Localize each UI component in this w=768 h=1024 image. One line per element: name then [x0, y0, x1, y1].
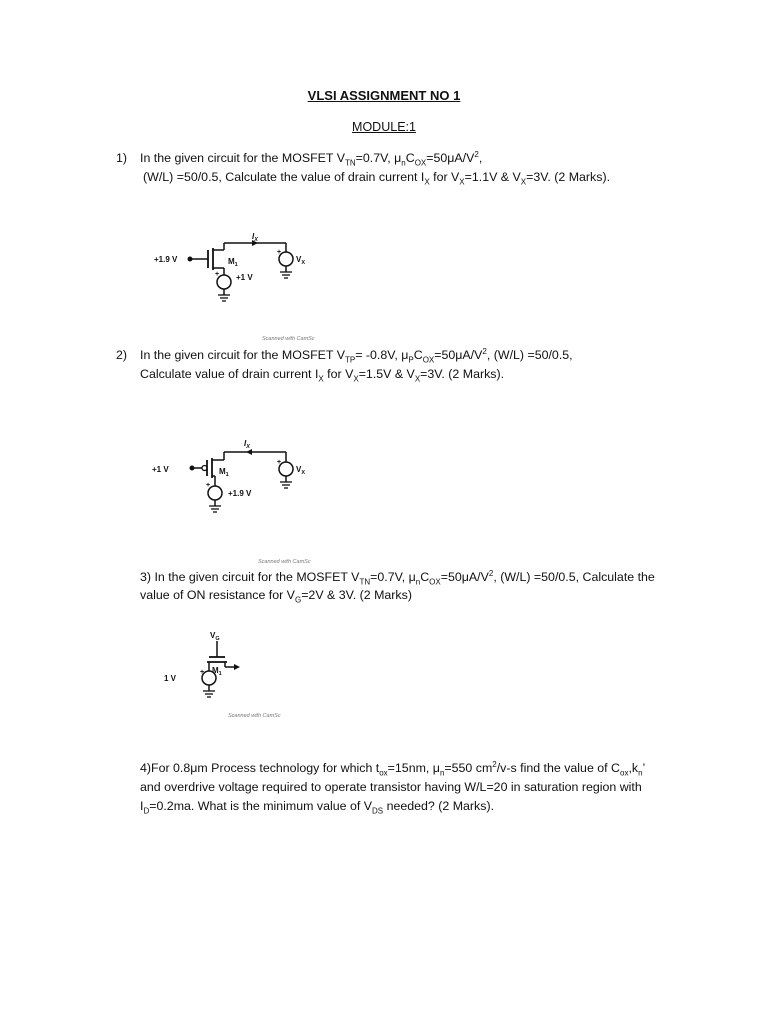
question-3-line-2: value of ON resistance for $V_G=2V$ & 3V. (2 Marks)	[140, 588, 412, 605]
svg-text:+: +	[200, 669, 205, 676]
scanner-watermark-2: Scanned with CamSc	[258, 559, 311, 565]
scanner-watermark-3: Scanned with CamSc	[228, 713, 281, 719]
svg-text:+: +	[206, 482, 211, 489]
svg-text:+: +	[277, 459, 282, 466]
question-4-line-1: 4)For 0.8μm Process technology for which $t_{ox}=15nm$, $\mu_n=550$ $cm^2/v-s$ find the value of $C_{ox},k_n$’	[140, 759, 646, 778]
fig1-current-label: $I_X$	[252, 232, 258, 243]
fig1-transistor-label: $M_1$	[228, 257, 238, 268]
svg-text:+: +	[215, 271, 220, 278]
question-4-line-3: $I_D=0.2ma$. What is the minimum value of $V_{DS}$ needed? (2 Marks).	[140, 799, 495, 816]
circuit-diagram-3	[150, 625, 290, 715]
fig2-gate-voltage-label: +1 V	[152, 465, 169, 474]
question-2-number: 2)	[116, 348, 128, 362]
scanner-watermark-1: Scanned with CamSc	[262, 336, 315, 342]
fig2-current-label: $I_X$	[244, 439, 250, 450]
question-1-number: 1)	[116, 151, 128, 165]
question-1-line-1: In the given circuit for the MOSFET $V_{TN}=0.7V$, $\mu_nC_{OX}=50\mu A/V^2$,	[140, 149, 483, 168]
module-heading: MODULE:1	[352, 120, 416, 134]
svg-text:+: +	[277, 249, 282, 256]
circuit-diagram-1	[140, 212, 340, 332]
question-3-line-1: 3) In the given circuit for the MOSFET $V_{TN}=0.7V$, $\mu_nC_{OX}=50\mu A/V^2$, (W/L) =50/0.5, Calculate the	[140, 568, 655, 587]
fig1-source-voltage-label: +1 V	[236, 273, 253, 282]
fig3-gate-voltage-label: $V_G$	[210, 631, 220, 642]
question-1-line-2: (W/L) =50/0.5, Calculate the value of drain current $I_X$ for $V_X=1.1V$ & $V_X=3V$. (2 Marks).	[143, 170, 611, 187]
question-4-line-2: and overdrive voltage required to operate transistor having W/L=20 in saturation region with	[140, 780, 642, 794]
question-2-line-2: Calculate value of drain current $I_X$ for $V_X=1.5V$ & $V_X=3V$. (2 Marks).	[140, 367, 505, 384]
fig1-vx-label: $V_X$	[296, 255, 306, 266]
fig3-source-voltage-label: 1 V	[164, 674, 177, 683]
assignment-title: VLSI ASSIGNMENT NO 1	[307, 88, 461, 103]
question-2-line-1: In the given circuit for the MOSFET $V_{TP}= -0.8V$, $\mu_PC_{OX}=50\mu A/V^2$, (W/L) =50/0.5,	[140, 346, 573, 365]
fig2-transistor-label: $M_1$	[219, 467, 229, 478]
fig3-transistor-label: $M_1$	[212, 666, 222, 677]
fig2-source-voltage-label: +1.9 V	[228, 489, 252, 498]
fig2-vx-label: $V_X$	[296, 465, 306, 476]
fig1-gate-voltage-label: +1.9 V	[154, 255, 178, 264]
circuit-diagram-2	[140, 432, 340, 542]
